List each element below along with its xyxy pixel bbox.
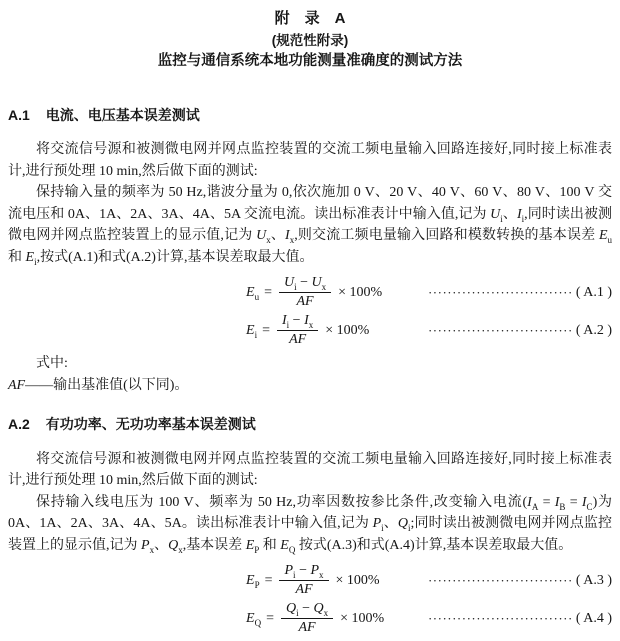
formula-a3	[8, 562, 612, 599]
formula-number: ( A.4 )	[575, 610, 612, 626]
formula-number: ( A.3 )	[575, 572, 612, 588]
dot-leader: ······························	[427, 610, 573, 626]
where-text: 输出基准值(以下同)。	[53, 377, 189, 393]
denominator: AF	[277, 330, 318, 349]
where-dash: ——	[25, 377, 54, 393]
a1-paragraph-2: 保持输入量的频率为 50 Hz,谐波分量为 0,依次施加 0 V、20 V、40 V、60 V、80 V、100 V 交流电压和 0A、1A、2A、3A、4A、5A 交流电流。读出标准表计中输入值,记为 $U_i$、$I_i$,同时读出被测微电网并网点监控装置上的显示值,记为 $U_x$、$I_x$,则交流工频电量输入回路和模数转换的基本误差 $E_u$ 和 $E_i$,按式(A.1)和式(A.2)计算,基本误差取最大值。	[8, 185, 613, 267]
dot-leader: ······························	[427, 284, 573, 300]
formula-number: ( A.2 )	[575, 322, 612, 338]
formula-a4	[8, 600, 612, 637]
a2-paragraph-1: 将交流信号源和被测微电网并网点监控装置的交流工频电量输入回路连接好,同时接上标准表计,进行预处理 10 min,然后做下面的测试:	[8, 451, 612, 488]
numerator: $U_i - U_x$	[283, 275, 327, 292]
times-percent: × 100%	[335, 572, 380, 588]
equals-sign: =	[264, 284, 272, 300]
formula-lhs: $E_i$	[246, 322, 258, 340]
fraction	[279, 274, 331, 311]
section-number: A.2	[8, 416, 30, 432]
equals-sign: =	[264, 572, 273, 588]
fraction	[281, 600, 333, 637]
numerator: $I_i - I_x$	[281, 313, 314, 330]
section-number: A.1	[8, 106, 30, 123]
equals-sign: =	[262, 322, 270, 338]
a2-paragraph-2: 保持输入线电压为 100 V、频率为 50 Hz,功率因数按参比条件,改变输入电流$(I_A = I_B = I_C)$为 0A、1A、2A、3A、4A、5A。读出标准表计中输入值,记为 $P_i$、$Q_i$;同时读出被测微电网并网点监控装置上的显示值,记为 $P_x$、$Q_x$,基本误差 $E_P$ 和 $E_Q$ 按式(A.3)和式(A.4)计算,基本误差取最大值。	[8, 494, 613, 555]
section-title: 有功功率、无功功率基本误差测试	[45, 416, 256, 432]
numerator: $Q_i - Q_x$	[285, 601, 329, 618]
numerator: $P_i - P_x$	[284, 563, 324, 580]
equals-sign: =	[266, 610, 274, 626]
a1-paragraph-1: 将交流信号源和被测微电网并网点监控装置的交流工频电量输入回路连接好,同时接上标准表计,进行预处理 10 min,然后做下面的测试:	[8, 142, 612, 179]
formula-lhs: $E_Q$	[246, 610, 262, 628]
denominator: AF	[279, 580, 328, 599]
formula-a1	[8, 274, 612, 311]
document-title: 监控与通信系统本地功能测量准确度的测试方法	[157, 53, 463, 69]
where-definition	[8, 375, 612, 397]
times-percent: × 100%	[340, 610, 385, 626]
formula-number: ( A.1 )	[575, 284, 612, 300]
fraction	[277, 312, 318, 349]
section-a2-heading	[8, 414, 612, 436]
formula-a2	[8, 312, 612, 349]
times-percent: × 100%	[325, 322, 370, 338]
denominator: AF	[279, 292, 331, 311]
denominator: AF	[281, 618, 333, 637]
formula-lhs: $E_u$	[246, 284, 260, 302]
fraction	[279, 562, 328, 599]
dot-leader: ······························	[427, 572, 573, 588]
where-label: 式中:	[36, 356, 68, 371]
section-a1-heading	[8, 105, 612, 127]
section-title: 电流、电压基本误差测试	[45, 106, 200, 123]
dot-leader: ······························	[427, 322, 573, 338]
formula-lhs: $E_P$	[246, 572, 260, 590]
appendix-note: (规范性附录)	[271, 32, 349, 48]
where-variable: AF	[8, 377, 26, 393]
appendix-label: 附 录 A	[274, 10, 346, 27]
times-percent: × 100%	[338, 284, 383, 300]
